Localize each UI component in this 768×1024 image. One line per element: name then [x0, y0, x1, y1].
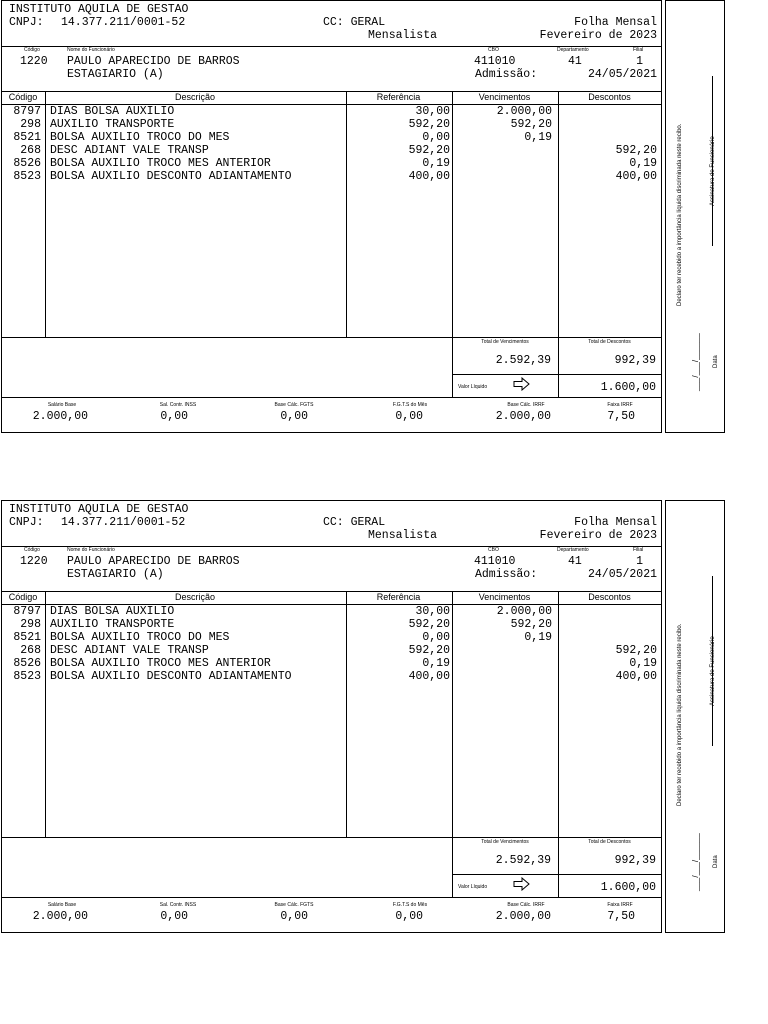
cell-codigo: 8521 [13, 631, 41, 644]
employee-department: 41 [568, 55, 582, 68]
cell-referencia: 400,00 [408, 170, 450, 183]
table-row [2, 157, 661, 170]
cell-referencia: 30,00 [415, 105, 450, 118]
salario-base-value: 2.000,00 [32, 910, 88, 923]
cell-descontos: 400,00 [615, 170, 657, 183]
cell-vencimentos: 0,19 [524, 131, 552, 144]
col-codigo-header: Código [8, 592, 38, 602]
employee-name: PAULO APARECIDO DE BARROS [67, 55, 240, 68]
receipt-declaration: Declaro ter recebido a importância líquida discriminada neste recibo. [677, 623, 683, 806]
receipt-stub [665, 500, 725, 933]
cell-descricao: DIAS BOLSA AUXILIO [50, 605, 175, 618]
cell-referencia: 400,00 [408, 670, 450, 683]
document-type: Folha Mensal [574, 516, 657, 529]
base-calc-fgts-value: 0,00 [280, 910, 308, 923]
table-row [2, 670, 661, 683]
table-row [2, 131, 661, 144]
cell-codigo: 8797 [13, 605, 41, 618]
employee-name: PAULO APARECIDO DE BARROS [67, 555, 240, 568]
cell-descontos: 0,19 [629, 657, 657, 670]
col-vencimentos-header: Vencimentos [478, 592, 531, 602]
nome-funcionario-label: Nome do Funcionário [67, 47, 115, 53]
faixa-irrf-value: 7,50 [607, 410, 635, 423]
salario-base-label: Salário Base [47, 902, 77, 908]
codigo-small-label: Código [24, 47, 40, 53]
cnpj-label: CNPJ: [9, 16, 44, 29]
cell-descricao: BOLSA AUXILIO TROCO MES ANTERIOR [50, 657, 271, 670]
date-blank-line[interactable]: ___/___/______ [691, 333, 700, 391]
pay-period: Fevereiro de 2023 [539, 29, 657, 42]
total-descontos-value: 992,39 [614, 354, 656, 367]
document-type: Folha Mensal [574, 16, 657, 29]
base-calc-irrf-value: 2.000,00 [495, 410, 551, 423]
cell-referencia: 592,20 [408, 618, 450, 631]
cell-referencia: 0,19 [422, 157, 450, 170]
table-row [2, 170, 661, 183]
table-row [2, 618, 661, 631]
cell-codigo: 8523 [13, 170, 41, 183]
cell-codigo: 268 [20, 644, 41, 657]
fgts-mes-label: F.G.T.S do Mês [392, 402, 428, 408]
fgts-mes-value: 0,00 [395, 910, 423, 923]
valor-liquido-label: Valor Líquido [458, 384, 488, 390]
cell-descontos: 592,20 [615, 144, 657, 157]
arrow-right-icon [513, 377, 530, 391]
company-name: INSTITUTO AQUILA DE GESTAO [9, 503, 189, 516]
total-descontos-label: Total de Descontos [588, 839, 631, 845]
cell-descricao: DESC ADIANT VALE TRANSP [50, 644, 209, 657]
cell-descricao: BOLSA AUXILIO TROCO MES ANTERIOR [50, 157, 271, 170]
cell-descricao: BOLSA AUXILIO DESCONTO ADIANTAMENTO [50, 670, 292, 683]
cell-referencia: 30,00 [415, 605, 450, 618]
net-pay-value: 1.600,00 [600, 881, 656, 894]
cnpj-label: CNPJ: [9, 516, 44, 529]
payment-regime: Mensalista [368, 29, 438, 42]
payslip-main [1, 500, 662, 933]
total-descontos-value: 992,39 [614, 854, 656, 867]
table-row [2, 605, 661, 618]
cell-descricao: AUXILIO TRANSPORTE [50, 618, 175, 631]
receipt-declaration: Declaro ter recebido a importância líquida discriminada neste recibo. [677, 123, 683, 306]
employee-code: 1220 [20, 555, 48, 568]
employee-branch: 1 [636, 55, 643, 68]
salario-base-label: Salário Base [47, 402, 77, 408]
pay-period: Fevereiro de 2023 [539, 529, 657, 542]
cell-codigo: 8521 [13, 131, 41, 144]
employee-cbo: 411010 [474, 55, 516, 68]
payslip-main [1, 0, 662, 433]
signature-label: Assinatura do Funcionário [710, 636, 716, 706]
employee-role: ESTAGIARIO (A) [67, 68, 164, 81]
cell-vencimentos: 2.000,00 [496, 105, 552, 118]
receipt-stub [665, 0, 725, 433]
employee-cbo: 411010 [474, 555, 516, 568]
cell-codigo: 8523 [13, 670, 41, 683]
cell-descricao: AUXILIO TRANSPORTE [50, 118, 175, 131]
codigo-small-label: Código [24, 547, 40, 553]
base-calc-fgts-label: Base Cálc. FGTS [274, 902, 314, 908]
cnpj-value: 14.377.211/0001-52 [61, 516, 186, 529]
company-name: INSTITUTO AQUILA DE GESTAO [9, 3, 189, 16]
employee-branch: 1 [636, 555, 643, 568]
valor-liquido-label: Valor Líquido [458, 884, 488, 890]
payment-regime: Mensalista [368, 529, 438, 542]
admission-date: 24/05/2021 [587, 568, 657, 581]
col-codigo-header: Código [8, 92, 38, 102]
sal-contr-inss-value: 0,00 [160, 410, 188, 423]
table-row [2, 118, 661, 131]
col-descontos-header: Descontos [588, 592, 631, 602]
cell-referencia: 0,00 [422, 631, 450, 644]
base-calc-fgts-value: 0,00 [280, 410, 308, 423]
cell-descricao: BOLSA AUXILIO DESCONTO ADIANTAMENTO [50, 170, 292, 183]
sal-contr-inss-label: Sal. Contr. INSS [159, 902, 197, 908]
cbo-label: CBO [488, 547, 499, 553]
employee-role: ESTAGIARIO (A) [67, 568, 164, 581]
table-row [2, 105, 661, 118]
arrow-right-icon [513, 877, 530, 891]
cell-codigo: 298 [20, 618, 41, 631]
cell-descontos: 592,20 [615, 644, 657, 657]
faixa-irrf-label: Faixa IRRF [607, 402, 633, 408]
payslip-copy-2 [1, 500, 724, 933]
cell-descricao: DIAS BOLSA AUXILIO [50, 105, 175, 118]
sal-contr-inss-value: 0,00 [160, 910, 188, 923]
cell-codigo: 8526 [13, 657, 41, 670]
filial-label: Filial [633, 47, 644, 53]
cell-descricao: BOLSA AUXILIO TROCO DO MES [50, 131, 230, 144]
date-label: Data [713, 855, 719, 868]
col-descontos-header: Descontos [588, 92, 631, 102]
faixa-irrf-label: Faixa IRRF [607, 902, 633, 908]
cell-vencimentos: 2.000,00 [496, 605, 552, 618]
col-vencimentos-header: Vencimentos [478, 92, 531, 102]
employee-code: 1220 [20, 55, 48, 68]
cell-vencimentos: 0,19 [524, 631, 552, 644]
admission-date: 24/05/2021 [587, 68, 657, 81]
cell-vencimentos: 592,20 [510, 618, 552, 631]
table-row [2, 631, 661, 644]
faixa-irrf-value: 7,50 [607, 910, 635, 923]
cost-center: CC: GERAL [323, 516, 386, 529]
fgts-mes-value: 0,00 [395, 410, 423, 423]
total-vencimentos-value: 2.592,39 [495, 354, 551, 367]
cbo-label: CBO [488, 47, 499, 53]
table-row [2, 144, 661, 157]
cell-descricao: DESC ADIANT VALE TRANSP [50, 144, 209, 157]
cell-descontos: 400,00 [615, 670, 657, 683]
cell-codigo: 268 [20, 144, 41, 157]
net-pay-value: 1.600,00 [600, 381, 656, 394]
col-referencia-header: Referência [376, 592, 421, 602]
payslip-copy-1 [1, 0, 724, 433]
total-vencimentos-label: Total de Vencimentos [481, 839, 529, 845]
base-calc-irrf-label: Base Cálc. IRRF [507, 402, 545, 408]
base-calc-irrf-value: 2.000,00 [495, 910, 551, 923]
sal-contr-inss-label: Sal. Contr. INSS [159, 402, 197, 408]
nome-funcionario-label: Nome do Funcionário [67, 547, 115, 553]
table-row [2, 644, 661, 657]
admission-label: Admissão: [475, 568, 538, 581]
base-calc-fgts-label: Base Cálc. FGTS [274, 402, 314, 408]
departamento-label: Departamento [557, 547, 589, 553]
salario-base-value: 2.000,00 [32, 410, 88, 423]
cell-referencia: 0,19 [422, 657, 450, 670]
col-referencia-header: Referência [376, 92, 421, 102]
col-descricao-header: Descrição [174, 92, 215, 102]
cost-center: CC: GERAL [323, 16, 386, 29]
signature-label: Assinatura do Funcionário [710, 136, 716, 206]
cell-vencimentos: 592,20 [510, 118, 552, 131]
departamento-label: Departamento [557, 47, 589, 53]
admission-label: Admissão: [475, 68, 538, 81]
cell-descricao: BOLSA AUXILIO TROCO DO MES [50, 631, 230, 644]
filial-label: Filial [633, 547, 644, 553]
total-descontos-label: Total de Descontos [588, 339, 631, 345]
employee-department: 41 [568, 555, 582, 568]
total-vencimentos-value: 2.592,39 [495, 854, 551, 867]
cell-referencia: 592,20 [408, 644, 450, 657]
base-calc-irrf-label: Base Cálc. IRRF [507, 902, 545, 908]
cell-descontos: 0,19 [629, 157, 657, 170]
cell-referencia: 592,20 [408, 118, 450, 131]
cell-codigo: 8526 [13, 157, 41, 170]
col-descricao-header: Descrição [174, 592, 215, 602]
fgts-mes-label: F.G.T.S do Mês [392, 902, 428, 908]
date-blank-line[interactable]: ___/___/______ [691, 833, 700, 891]
table-row [2, 657, 661, 670]
cell-codigo: 298 [20, 118, 41, 131]
cell-referencia: 0,00 [422, 131, 450, 144]
date-label: Data [713, 355, 719, 368]
cell-referencia: 592,20 [408, 144, 450, 157]
cnpj-value: 14.377.211/0001-52 [61, 16, 186, 29]
cell-codigo: 8797 [13, 105, 41, 118]
total-vencimentos-label: Total de Vencimentos [481, 339, 529, 345]
